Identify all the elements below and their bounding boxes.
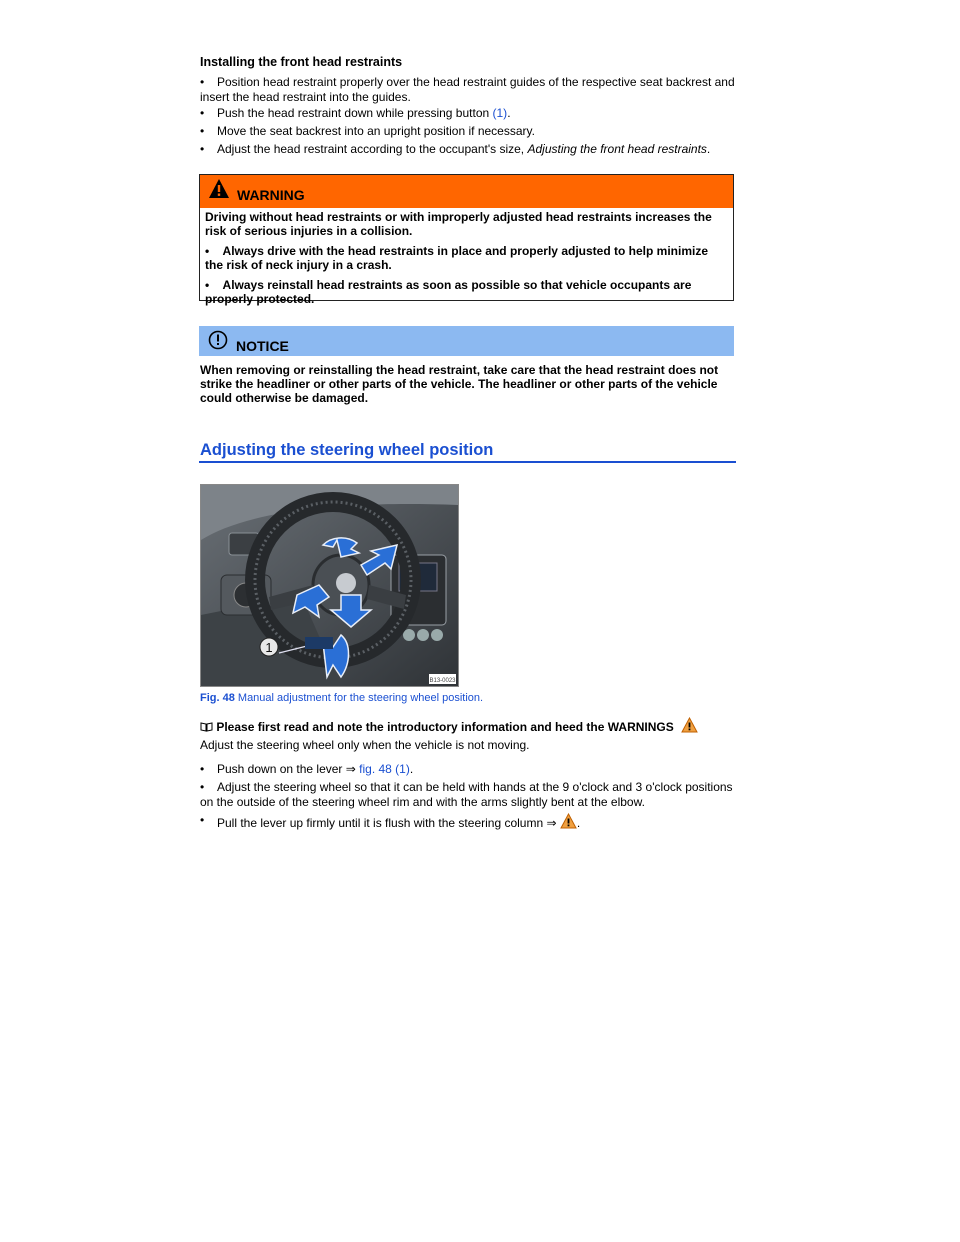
warning-triangle-icon[interactable] [681, 717, 698, 733]
intro-line [200, 717, 698, 734]
notice-text: When removing or reinstalling the head restraint, take care that the head restraint does not strike the headliner or other parts of the vehicle. The headliner or other parts of the vehicle could otherwise be damaged. [200, 363, 719, 405]
list-item-text: Move the seat backrest into an upright position if necessary. [217, 124, 535, 138]
warning-title: WARNING [237, 187, 305, 203]
bullet-icon: • [200, 813, 205, 827]
warning-text: Driving without head restraints or with improperly adjusted head restraints increases the risk of serious injuries in a collision. [205, 210, 712, 238]
notice-title: NOTICE [236, 338, 289, 354]
bullet-icon: • [200, 780, 205, 794]
notice-header [199, 326, 734, 356]
section-title-steering: Adjusting the steering wheel position [200, 441, 494, 459]
list-item: • Push the head restraint down while pressing button (1). [200, 106, 511, 120]
list-item-text: Adjust the head restraint according to the occupant's size, [217, 142, 528, 156]
warning-header [200, 175, 733, 208]
section-divider [199, 461, 736, 463]
warning-triangle-icon [208, 178, 230, 199]
intro-label: Please first read and note the introductory information and heed the WARNINGS [216, 720, 674, 734]
warning-bullet-text: Always reinstall head restraints as soon as possible so that vehicle occupants are properly protected. [205, 278, 692, 306]
warning-triangle-icon[interactable] [560, 813, 577, 829]
figure-reference-link[interactable]: fig. 48 (1) [359, 762, 410, 776]
figure-code: B13-0023 [429, 678, 456, 684]
list-item-text: Push down on the lever ⇒ [217, 762, 360, 776]
bullet-icon: • [205, 244, 210, 258]
bullet-icon: • [200, 762, 205, 776]
list-item [200, 75, 740, 105]
list-item-text: Adjust the steering wheel so that it can be held with hands at the 9 o'clock and 3 o'clock positions on the outside of the steering wheel rim and with the arms slightly bent at the elbow. [200, 780, 733, 809]
intro-text: Adjust the steering wheel only when the vehicle is not moving. [200, 738, 530, 752]
list-item-text: Push the head restraint down while pressing button [217, 106, 493, 120]
warning-body [200, 208, 733, 306]
list-item-period: . [576, 816, 581, 830]
bullet-icon: • [200, 124, 205, 138]
figure-callout-1: 1 [265, 640, 273, 655]
exclamation-circle-icon [208, 330, 228, 350]
warning-bullet [205, 278, 728, 306]
steering-wheel-illustration [201, 485, 458, 686]
warning-bullet [205, 244, 728, 272]
bullet-icon: • [200, 142, 205, 156]
list-item: • Adjust the head restraint according to the occupant's size, Adjusting the front head restraints. [200, 142, 711, 156]
section-heading-install: Installing the front head restraints [200, 55, 403, 69]
list-item [200, 780, 740, 810]
bullet-icon: • [200, 75, 205, 89]
bullet-icon: • [200, 106, 205, 120]
warning-box [199, 174, 734, 306]
figure-caption [200, 692, 483, 704]
list-item-text: Pull the lever up firmly until it is flush with the steering column ⇒ [217, 816, 560, 830]
list-item: • Push down on the lever ⇒ fig. 48 (1). [200, 762, 414, 776]
warning-bullet-text: Always drive with the head restraints in place and properly adjusted to help minimize the risk of neck injury in a crash. [205, 244, 708, 272]
figure-caption-label: Fig. 48 [200, 692, 235, 704]
bullet-icon: • [205, 278, 210, 292]
figure-caption-text: Manual adjustment for the steering wheel position. [237, 692, 484, 704]
list-item-text: Position head restraint properly over the head restraint guides of the respective seat backrest and insert the head restraint into the guides. [200, 75, 735, 104]
book-icon [200, 722, 213, 732]
list-item [200, 124, 740, 139]
list-item [200, 813, 740, 831]
figure-steering-wheel [200, 484, 459, 687]
button-reference-link[interactable]: (1) [492, 106, 508, 120]
cross-reference-link[interactable]: Adjusting the front head restraints [527, 142, 707, 156]
